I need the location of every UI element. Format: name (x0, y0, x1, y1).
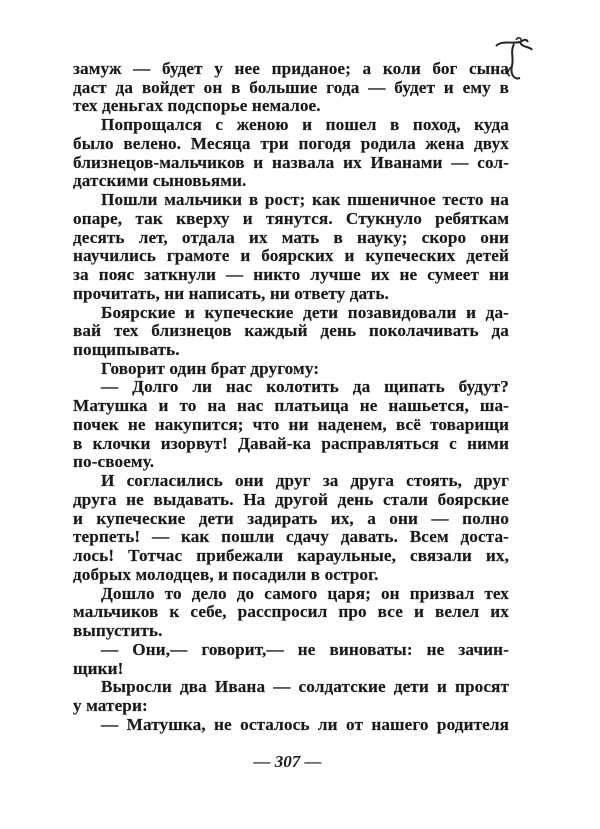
text-line: пощипывать. (73, 340, 180, 360)
text-line: опаре, так кверху и тянутся. Стукнуло ребяткам (73, 208, 509, 228)
text-line: — Долго ли нас колотить да щипать будут? (101, 377, 509, 397)
text-line: по-своему. (73, 452, 155, 472)
text-line: и купеческие дети задирать их, а они — полно (73, 508, 509, 528)
text-line: лось! Тотчас прибежали караульные, связали их, (73, 546, 509, 566)
text-line: тех деньгах подспорье немалое. (73, 96, 321, 116)
text-line: щики! (73, 658, 124, 678)
text-line: выпустить. (73, 621, 163, 641)
text-line: десять лет, отдала их мать в науку; скоро они (73, 227, 509, 247)
text-line: добрых молодцев, и посадили в острог. (73, 564, 379, 584)
text-line: мальчиков к себе, расспросил про все и велел их (73, 602, 509, 622)
text-line: Пошли мальчики в рост; как пшеничное тесто на (101, 190, 509, 210)
text-line: было велено. Месяца три погодя родила жена двух (73, 133, 509, 153)
text-line: — Они,— говорит,— не виноваты: не зачин- (101, 639, 509, 659)
text-line: терпеть! — как пошли сдачу давать. Всем доста- (73, 527, 509, 547)
text-line: близнецов-мальчиков и назвала их Иванами — сол- (73, 152, 509, 172)
text-line: даст да войдет он в большие года — будет и ему в (73, 77, 509, 97)
text-line: — Матушка, не осталось ли от нашего родителя (101, 714, 509, 734)
text-line: друга не выдавать. На другой день стали боярские (73, 489, 509, 509)
text-line: Боярские и купеческие дети позавидовали и да- (101, 302, 509, 322)
text-line: в клочки изорвут! Давай-ка расправляться с ними (73, 433, 509, 453)
text-line: вай тех близнецов каждый день поколачивать да (73, 321, 509, 341)
text-line: датскими сыновьями. (73, 171, 247, 191)
text-line: Говорит один брат другому: (101, 358, 320, 378)
text-line: за пояс заткнули — никто лучше их не сумеет ни (73, 265, 509, 285)
text-line: И согласились они друг за друга стоять, друг (101, 471, 509, 491)
text-line: почек не накупится; что ни наденем, всё товарищи (73, 414, 509, 434)
text-line: Выросли два Ивана — солдатские дети и просят (101, 677, 509, 697)
text-line: у матери: (73, 695, 148, 715)
text-line: Дошло то дело до самого царя; он призвал тех (101, 583, 509, 603)
text-line: прочитать, ни написать, ни ответу дать. (73, 283, 389, 303)
page-number: — 307 — (253, 752, 322, 771)
text-line: замуж — будет у нее приданое; а коли бог сына (73, 59, 509, 78)
page-body-text (73, 60, 509, 734)
text-line: научились грамоте и боярских и купеческих детей (73, 246, 509, 266)
text-line: Матушка и то на нас платьица не нашьется, ша- (73, 396, 509, 416)
text-line: Попрощался с женою и пошел в поход, куда (101, 115, 509, 135)
